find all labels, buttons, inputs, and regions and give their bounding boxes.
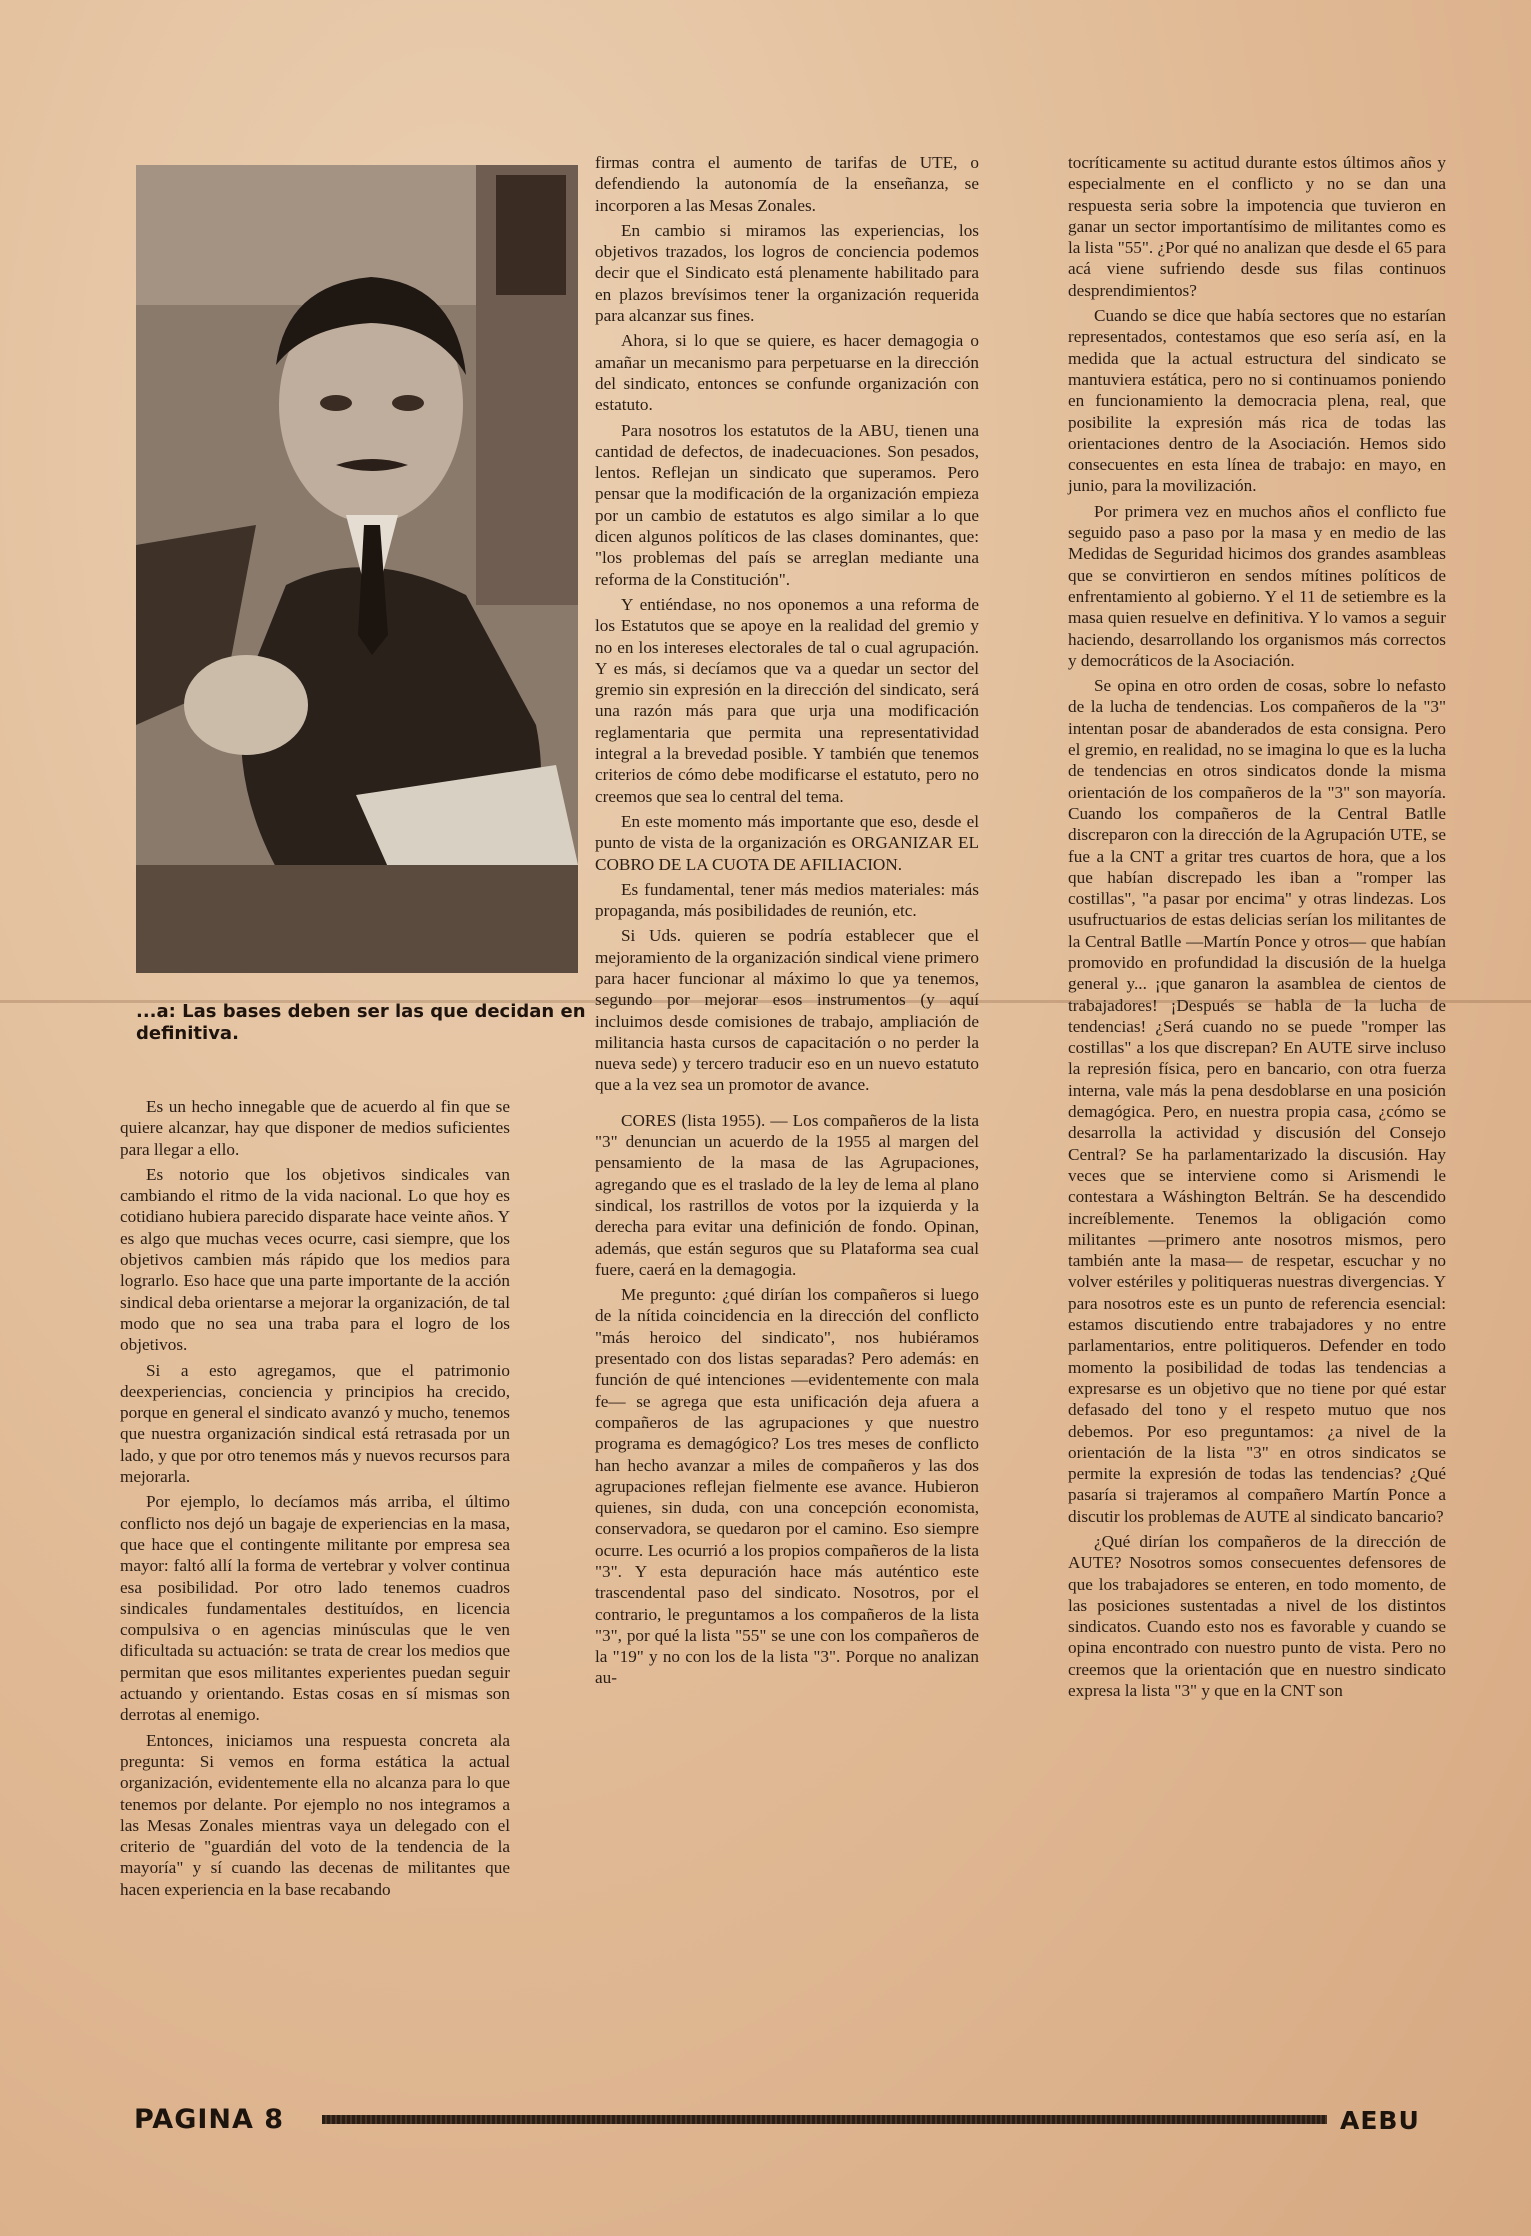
paragraph: Entonces, iniciamos una respuesta concreta ala pregunta: Si vemos en forma estática la actual organización, evidentemente ella no alcanza para lo que tenemos por delante. Por ejemplo no nos integramos a las Mesas Zonales mientras vaya un delegado con el criterio de "guardián del voto de la tendencia de la mayoría" y sí cuando las decenas de militantes que hacen experiencia en la base recabando	[120, 1730, 510, 1899]
paragraph: firmas contra el aumento de tarifas de UTE, o defendiendo la autonomía de la enseñanza, se incorporen a las Mesas Zonales.	[595, 153, 979, 215]
footer-rule	[322, 2115, 1327, 2124]
paragraph: Por primera vez en muchos años el conflicto fue seguido paso a paso por la masa y en medio de las Medidas de Seguridad hicimos dos grandes asambleas que se convirtieron en sendos mítines políticos de enfrentamiento al gobierno. Y el 11 de setiembre es la masa quien resuelve en definitiva. Y lo vamos a seguir haciendo, desarrollando los organismos más correctos y democráticos de la Asociación.	[1068, 501, 1446, 670]
paragraph: Es fundamental, tener más medios materiales: más propaganda, más posibilidades de reunión, etc.	[595, 879, 979, 921]
portrait-photo	[136, 165, 578, 973]
paragraph: Es un hecho innegable que de acuerdo al fin que se quiere alcanzar, hay que disponer de medios suficientes para llegar a ello.	[120, 1097, 510, 1159]
paragraph: CORES (lista 1955). — Los compañeros de la lista "3" denuncian un acuerdo de la 1955 al margen del pensamiento de la masa de las Agrupaciones, agregando que es el traslado de la ley de lema al plano sindical, los rastrillos de votos por la izquierda y la derecha para evitar una definición de fondo. Opinan, además, que están seguros que su Plataforma sea cual fuere, caerá en la demagogia.	[595, 1110, 979, 1279]
article-column-2	[595, 152, 979, 1693]
paragraph: Si a esto agregamos, que el patrimonio deexperiencias, conciencia y principios ha crecido, porque en general el sindicato avanzó y mucho, tenemos que nuestra organización sindical está retrasada por un lado, y que por otro tenemos más y nuevos recursos para mejorarla.	[120, 1360, 510, 1487]
paragraph: Ahora, si lo que se quiere, es hacer demagogia o amañar un mecanismo para perpetuarse en la dirección del sindicato, entonces se confunde organización con estatuto.	[595, 331, 979, 415]
paragraph: Cuando se dice que había sectores que no estarían representados, contestamos que eso sería así, en la medida que la actual estructura del sindicato se mantuviera estática, pero no si continuamos poniendo en funcionamiento la democracia plena, real, que posibilite la expresión más rica de todas las orientaciones dentro de la Asociación. Hemos sido consecuentes en esta línea de trabajo: en mayo, en junio, para la movilización.	[1068, 306, 1446, 496]
paragraph: Si Uds. quieren se podría establecer que el mejoramiento de la organización sindical viene primero para hacer funcionar al máximo lo que ya tenemos, segundo por mejorar esos instrumentos (y aquí incluimos desde comisiones de trabajo, ampliación de militancia hasta cursos de capacitación o no perder la nueva sede) y tercero traducir eso en un nuevo estatuto que a la vez sea un promotor de avance.	[595, 926, 979, 1095]
paragraph: Por ejemplo, lo decíamos más arriba, el último conflicto nos dejó un bagaje de experiencias en la masa, que hace que el contingente militante por empresa sea mayor: faltó allí la forma de vertebrar y volver continua esa posibilidad. Por otro lado tenemos cuadros sindicales fundamentales destituídos, en licencia compulsiva o en agencias minúsculas que le ven dificultada su actuación: se trata de crear los medios que permitan que esos militantes experientes puedan seguir actuando y orientando. Estas cosas en sí mismas son derrotas al enemigo.	[120, 1492, 510, 1725]
article-column-3	[1068, 152, 1446, 1705]
paragraph: tocríticamente su actitud durante estos últimos años y especialmente en el conflicto y no se dan una respuesta seria sobre la impotencia que tuvieron en ganar un sector importantísimo de militantes como es la lista "55". ¿Por qué no analizan que desde el 65 para acá viene sufriendo desde sus filas continuos desprendimientos?	[1068, 153, 1446, 300]
publication-name: AEBU	[1340, 2106, 1420, 2135]
paragraph: Es notorio que los objetivos sindicales van cambiando el ritmo de la vida nacional. Lo que hoy es cotidiano hubiera parecido disparate hace veinte años. Y es algo que muchas veces ocurre, casi siempre, que los objetivos cambien más rápido que los medios para lograrlo. Eso hace que una parte importante de la acción sindical deba orientarse a mejorar la organización, de tal modo que no sea una traba para el logro de los objetivos.	[120, 1164, 510, 1355]
paragraph: En cambio si miramos las experiencias, los objetivos trazados, los logros de conciencia podemos decir que el Sindicato está plenamente habilitado para en plazos brevísimos tener la organización requerida para alcanzar sus fines.	[595, 220, 979, 326]
article-column-1	[120, 1096, 510, 1904]
paragraph: Para nosotros los estatutos de la ABU, tienen una cantidad de defectos, de inadecuaciones. Son pesados, lentos. Reflejan un sindicato que superamos. Pero pensar que la modificación de la organización empieza por un cambio de estatutos es algo similar a lo que dicen algunos políticos de las clases dominantes, que: "los problemas del país se arreglan mediante una reforma de la Constitución".	[595, 420, 979, 589]
paragraph: Y entiéndase, no nos oponemos a una reforma de los Estatutos que se apoye en la realidad del gremio y no en los intereses electorales de tal o cual agrupación. Y es más, si decíamos que va a quedar un sector del gremio sin expresión en la dirección del sindicato, será una razón más para que urja una modificación reglamentaria que permita una representatividad integral a la brevedad posible. Y también que tenemos criterios de cómo debe modificarse el estatuto, pero no creemos que sea lo central del tema.	[595, 594, 979, 806]
paragraph: Se opina en otro orden de cosas, sobre lo nefasto de la lucha de tendencias. Los compañeros de la "3" intentan posar de abanderados de esta consigna. Pero el gremio, en realidad, no se imagina lo que es la lucha de tendencias en otros sindicatos donde la misma orientación de los compañeros de la "3" son mayoría. Cuando los compañeros de la Central Batlle discreparon con la dirección de la Agrupación UTE, se fue a la CNT a gritar tres cuartos de hora, que a los que habían discrepado les iban a "romper las costillas", "a pasar por encima" y otras lindezas. Los usufructuarios de estas delicias serían los militantes de la Central Batlle —Martín Ponce y otros— que habían promovido en profundidad la discusión de la huelga general y... ¡que ganaron la asamblea de cientos de trabajadores! ¡Después se habla de la lucha de tendencias! ¿Será cuando no se puede "romper las costillas" a los que discrepan? En AUTE sirve incluso la represión física, pero en bancario, con otra fuerza interna, vale más la pena desdoblarse en una posición demagógica. Pero, en nuestra propia casa, ¿cómo se desarrolla la actividad y discusión del Consejo Central? Se ha parlamentarizado la discusión. Hay veces que se interviene como si Arismendi le contestara a Wáshington Beltrán. Se ha descendido increíblemente. Tenemos la obligación como militantes —primero ante nosotros mismos, pero también ante la masa— de respetar, escuchar y no volver estériles y politiqueras nuestras divergencias. Y para nosotros este es un punto de referencia esencial: estamos discutiendo entre trabajadores y no entre parlamentarios, entre politiqueros. Defender en todo momento la posibilidad de todas las tendencias a expresarse es un objetivo que no tiene por qué estar defasado del tono y el respeto mutuo que nos debemos. Por eso preguntamos: ¿a nivel de la orientación de la lista "3" en otros sindicatos se permite la expresión de todas las tendencias? ¿Qué pasaría si trajeramos al compañero Martín Ponce a discutir los problemas de AUTE al sindicato bancario?	[1068, 676, 1446, 1526]
paragraph: ¿Qué dirían los compañeros de la dirección de AUTE? Nosotros somos consecuentes defensores de que los trabajadores se enteren, en todo momento, de las posiciones sustentadas a nivel de los distintos sindicatos. Cuando esto nos es favorable y cuando se opina encontrado con nuestro punto de vista. Pero no creemos que la orientación que en nuestro sindicato expresa la lista "3" y que en la CNT son	[1068, 1532, 1446, 1701]
paragraph: Me pregunto: ¿qué dirían los compañeros si luego de la nítida coincidencia en la dirección del conflicto "más heroico del sindicato", nos hubiéramos presentado con dos listas separadas? Pero además: en función de qué intenciones —evidentemente con mala fe— se agrega que esta unificación deja afuera a compañeros de las agrupaciones y que nuestro programa es demagógico? Los tres meses de conflicto han hecho avanzar a miles de compañeros y las dos agrupaciones reflejan fielmente ese avance. Hubieron quienes, sin duda, con una concepción economista, conservadora, se quedaron por el camino. Eso siempre ocurre. Les ocurrió a los propios compañeros de la lista "3". Y esta depuración hace más auténtico este trascendental paso del sindicato. Nosotros, por el contrario, le preguntamos a los compañeros de la lista "3", por qué la lista "55" se une con los compañeros de la "19" y no con los de la lista "3". Porque no analizan au-	[595, 1285, 979, 1688]
photo-caption: ...a: Las bases deben ser las que decidan en definitiva.	[136, 1001, 586, 1044]
page-number: PAGINA 8	[134, 2104, 285, 2135]
paragraph: En este momento más importante que eso, desde el punto de vista de la organización es ORGANIZAR EL COBRO DE LA CUOTA DE AFILIACION.	[595, 811, 979, 874]
